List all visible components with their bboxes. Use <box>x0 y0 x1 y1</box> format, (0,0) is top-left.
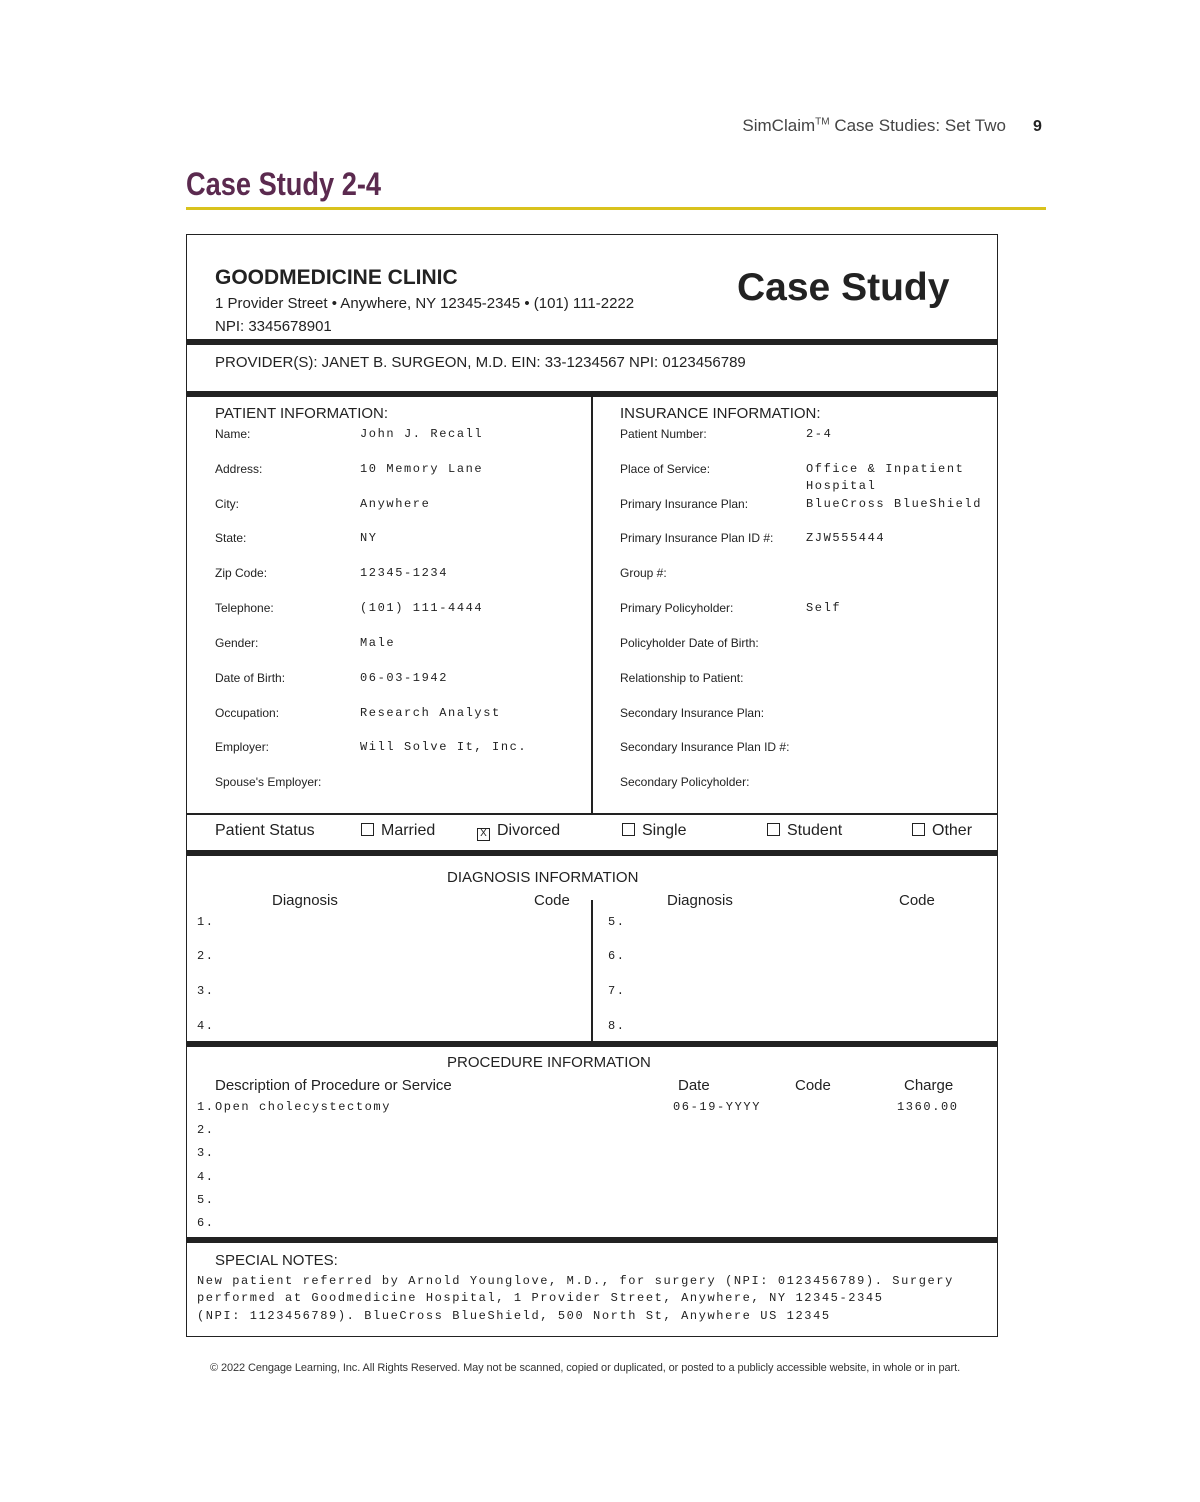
description-column-header: Description of Procedure or Service <box>215 1077 452 1094</box>
page-title: Case Study 2-4 <box>186 166 382 202</box>
providers-line: PROVIDER(S): JANET B. SURGEON, M.D. EIN: 33-1234567 NPI: 0123456789 <box>215 354 746 371</box>
insurance-field-value: 2-4 <box>806 427 833 441</box>
diagnosis-row-number: 6. <box>608 949 626 963</box>
title-rule <box>186 207 1046 210</box>
special-notes-line: (NPI: 1123456789). BlueCross BlueShield, 500 North St, Anywhere US 12345 <box>197 1309 831 1323</box>
status-option-divorced[interactable]: X Divorced <box>477 822 560 841</box>
checkbox-icon[interactable] <box>767 823 780 836</box>
patient-field-label: Employer: <box>215 740 270 754</box>
procedure-row-number: 4. <box>197 1170 215 1184</box>
column-divider <box>591 397 593 814</box>
procedure-description: Open cholecystectomy <box>215 1100 392 1114</box>
insurance-field-value-cont: Hospital <box>806 479 877 493</box>
status-option-married[interactable]: Married <box>361 822 435 840</box>
diagnosis-row-number: 1. <box>197 915 215 929</box>
running-head: SimClaim™ Case Studies: Set Two <box>742 116 1006 135</box>
procedure-row-number: 5. <box>197 1193 215 1207</box>
procedure-row-number: 2. <box>197 1123 215 1137</box>
insurance-field-label: Patient Number: <box>620 427 707 441</box>
insurance-field-value: Self <box>806 601 842 615</box>
insurance-field-label: Primary Insurance Plan ID #: <box>620 531 774 545</box>
insurance-field-label: Policyholder Date of Birth: <box>620 636 759 650</box>
patient-field-label: Date of Birth: <box>215 671 286 685</box>
column-divider <box>591 900 593 1041</box>
diagnosis-column-header: Diagnosis <box>272 892 338 909</box>
patient-field-value: 12345-1234 <box>360 566 449 580</box>
copyright-footer: © 2022 Cengage Learning, Inc. All Rights Reserved. May not be scanned, copied or duplicated, or posted to a publicly accessible website, in whole or in part. <box>210 1362 961 1374</box>
patient-field-label: Gender: <box>215 636 259 650</box>
checkbox-icon[interactable] <box>361 823 374 836</box>
clinic-name: GOODMEDICINE CLINIC <box>215 266 458 289</box>
patient-field-label: Zip Code: <box>215 566 268 580</box>
insurance-field-label: Place of Service: <box>620 462 711 476</box>
procedure-row-number: 6. <box>197 1216 215 1230</box>
insurance-field-value: Office & Inpatient <box>806 462 965 476</box>
insurance-field-label: Primary Insurance Plan: <box>620 497 749 511</box>
procedure-date: 06-19-YYYY <box>673 1100 762 1114</box>
diagnosis-row-number: 4. <box>197 1019 215 1033</box>
status-option-other[interactable]: Other <box>912 822 972 840</box>
procedure-row-number: 3. <box>197 1146 215 1160</box>
procedure-heading: PROCEDURE INFORMATION <box>447 1054 651 1071</box>
section-divider <box>186 813 998 815</box>
code-column-header: Code <box>795 1077 831 1094</box>
insurance-field-value: ZJW555444 <box>806 531 886 545</box>
patient-field-value: Male <box>360 636 396 650</box>
code-column-header: Code <box>534 892 570 909</box>
patient-field-value: 10 Memory Lane <box>360 462 484 476</box>
insurance-field-label: Secondary Insurance Plan ID #: <box>620 740 790 754</box>
code-column-header: Code <box>899 892 935 909</box>
patient-field-label: State: <box>215 531 247 545</box>
checkbox-icon[interactable] <box>622 823 635 836</box>
insurance-field-label: Group #: <box>620 566 667 580</box>
special-notes-line: performed at Goodmedicine Hospital, 1 Provider Street, Anywhere, NY 12345-2345 <box>197 1291 884 1305</box>
diagnosis-heading: DIAGNOSIS INFORMATION <box>447 869 639 886</box>
patient-field-value: John J. Recall <box>360 427 484 441</box>
patient-field-label: Spouse's Employer: <box>215 775 322 789</box>
diagnosis-row-number: 2. <box>197 949 215 963</box>
date-column-header: Date <box>678 1077 710 1094</box>
special-notes-heading: SPECIAL NOTES: <box>215 1252 338 1269</box>
checkbox-checked-icon[interactable]: X <box>477 828 490 841</box>
patient-field-label: Telephone: <box>215 601 274 615</box>
section-divider <box>186 1237 998 1243</box>
checkbox-icon[interactable] <box>912 823 925 836</box>
insurance-field-value: BlueCross BlueShield <box>806 497 983 511</box>
patient-field-label: Name: <box>215 427 251 441</box>
patient-field-value: Will Solve It, Inc. <box>360 740 528 754</box>
section-divider <box>186 850 998 856</box>
page-number: 9 <box>1033 118 1042 135</box>
insurance-field-label: Primary Policyholder: <box>620 601 734 615</box>
diagnosis-row-number: 7. <box>608 984 626 998</box>
diagnosis-column-header: Diagnosis <box>667 892 733 909</box>
clinic-address: 1 Provider Street • Anywhere, NY 12345-2345 • (101) 111-2222 <box>215 295 635 312</box>
procedure-row-number: 1. <box>197 1100 215 1114</box>
section-divider <box>186 1041 998 1047</box>
patient-field-value: Research Analyst <box>360 706 501 720</box>
status-option-student[interactable]: Student <box>767 822 842 840</box>
patient-field-value: 06-03-1942 <box>360 671 449 685</box>
patient-field-value: Anywhere <box>360 497 431 511</box>
diagnosis-row-number: 3. <box>197 984 215 998</box>
patient-field-value: (101) 111-4444 <box>360 601 484 615</box>
patient-field-label: Occupation: <box>215 706 280 720</box>
status-option-single[interactable]: Single <box>622 822 686 840</box>
diagnosis-row-number: 5. <box>608 915 626 929</box>
patient-info-heading: PATIENT INFORMATION: <box>215 405 389 422</box>
insurance-field-label: Secondary Insurance Plan: <box>620 706 765 720</box>
insurance-field-label: Relationship to Patient: <box>620 671 744 685</box>
diagnosis-row-number: 8. <box>608 1019 626 1033</box>
patient-status-label: Patient Status <box>215 822 315 839</box>
charge-column-header: Charge <box>904 1077 954 1094</box>
insurance-info-heading: INSURANCE INFORMATION: <box>620 405 821 422</box>
insurance-field-label: Secondary Policyholder: <box>620 775 750 789</box>
patient-field-label: City: <box>215 497 239 511</box>
case-study-heading: Case Study <box>737 266 950 309</box>
patient-field-label: Address: <box>215 462 263 476</box>
special-notes-line: New patient referred by Arnold Younglove, M.D., for surgery (NPI: 0123456789). Surgery <box>197 1274 954 1288</box>
patient-field-value: NY <box>360 531 378 545</box>
section-divider <box>186 339 998 345</box>
clinic-npi: NPI: 3345678901 <box>215 318 332 335</box>
procedure-charge: 1360.00 <box>897 1100 959 1114</box>
